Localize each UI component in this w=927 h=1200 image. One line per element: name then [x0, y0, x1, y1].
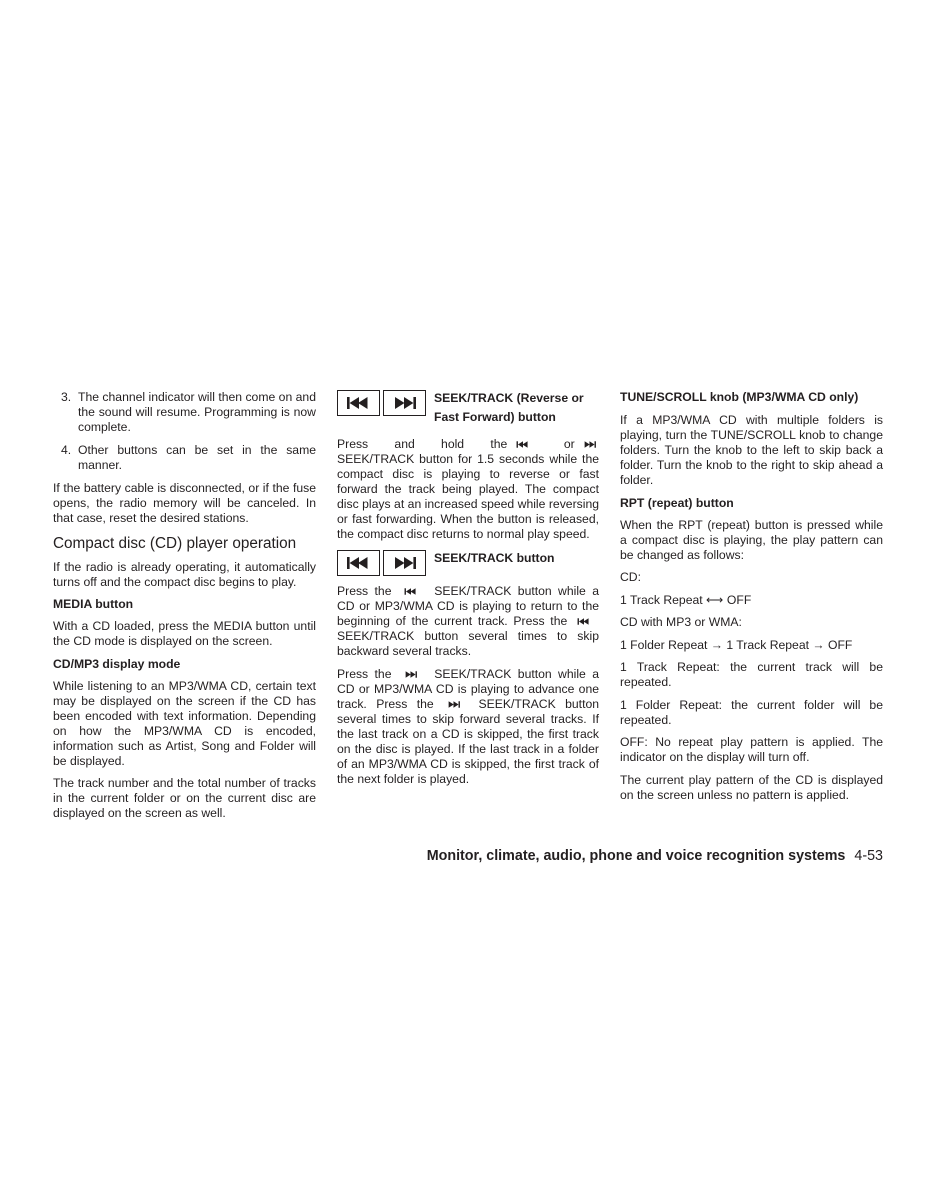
skip-forward-paragraph [337, 667, 599, 787]
ff-text-or: or [563, 437, 575, 451]
back-text-a: Press the [337, 584, 392, 598]
off-paragraph: OFF: No repeat play pattern is applied. The indicator on the display will turn off. [620, 735, 883, 764]
cd-pattern: 1 Track Repeat ⟷ OFF [620, 592, 752, 607]
rpt-heading: RPT (repeat) button [620, 495, 734, 510]
prev-key [337, 550, 380, 576]
folder-repeat-paragraph: 1 Folder Repeat: the current folder will be repeated. [620, 697, 883, 727]
display-mode-heading: CD/MP3 display mode [53, 656, 181, 671]
cd-label: CD: [620, 570, 641, 584]
page-footer [400, 848, 883, 864]
skip-back-icon [577, 617, 591, 626]
page-number: 4-53 [854, 848, 883, 864]
skip-back-icon [404, 587, 418, 596]
current-pattern-paragraph: The current play pattern of the CD is displayed on the screen unless no pattern is applied. [620, 772, 883, 802]
section-title: Compact disc (CD) player operation [53, 534, 297, 552]
middle-column [337, 390, 599, 794]
ff-text-b: SEEK/TRACK button for 1.5 seconds while the compact disc is playing to reverse or fast forward the track being played. The compact disc plays at an increased speed while reversing or fast forwarding. When the button is released, the compact disc returns to normal play speed. [337, 452, 599, 541]
fwd-text-c: SEEK/TRACK button several times to skip forward several tracks. If the last track on a CD is skipped, the first track on the disc is played. If the last track in a folder of an MP3/WMA CD is skipped, the first track of the next folder is played. [337, 696, 600, 786]
list-text: The channel indicator will then come on and the sound will resume. Programming is now complete. [78, 390, 316, 434]
skip-forward-icon [583, 440, 597, 449]
fast-forward-paragraph [337, 437, 599, 542]
seek-buttons-illustration [337, 390, 429, 416]
rpt-paragraph: When the RPT (repeat) button is pressed while a compact disc is playing, the play pattern can be changed as follows: [620, 517, 883, 562]
list-text: Other buttons can be set in the same manner. [78, 443, 316, 472]
back-text-c: SEEK/TRACK button several times to skip backward several tracks. [337, 629, 599, 658]
mp3-pattern: 1 Folder Repeat → 1 Track Repeat → OFF [620, 637, 853, 652]
chapter-title: Monitor, climate, audio, phone and voice recognition systems [426, 848, 846, 864]
seek-track-header-1 [337, 390, 599, 427]
seek-track-header-2 [337, 550, 599, 576]
seek-buttons-illustration [337, 550, 429, 576]
display-mode-paragraph: While listening to an MP3/WMA CD, certain text may be displayed on the screen if the CD has been encoded with text information. Depending on how the MP3/WMA CD is encoded, information such as Artist, Song and Folder will be displayed. [53, 678, 316, 768]
tune-scroll-heading: TUNE/SCROLL knob (MP3/WMA CD only) [620, 390, 859, 404]
fwd-text-b: SEEK/TRACK button while a CD or MP3/WMA CD is playing to advance one track. Press the [337, 666, 599, 711]
skip-back-icon [346, 397, 372, 409]
skip-forward-icon [392, 557, 418, 569]
battery-paragraph: If the battery cable is disconnected, or if the fuse opens, the radio memory will be canceled. In that case, reset the desired stations. [53, 481, 316, 525]
tune-scroll-paragraph: If a MP3/WMA CD with multiple folders is playing, turn the TUNE/SCROLL knob to change folders. Turn the knob to the left to skip back a folder. Turn the knob to the right to skip ahead a folder. [620, 413, 883, 487]
media-heading: MEDIA button [53, 597, 134, 611]
mp3-label: CD with MP3 or WMA: [620, 615, 742, 629]
ff-text-a: Press and hold the [337, 437, 508, 451]
seek-heading-1: SEEK/TRACK (Reverse or Fast Forward) button [434, 391, 584, 424]
back-text-b: SEEK/TRACK button while a CD or MP3/WMA CD is playing to return to the beginning of the current track. Press the [337, 584, 599, 628]
track-number-paragraph: The track number and the total number of tracks in the current folder or on the current disc are displayed on the screen as well. [53, 776, 316, 820]
skip-back-icon [346, 557, 372, 569]
skip-back-paragraph [337, 584, 599, 659]
skip-forward-icon [392, 397, 418, 409]
next-key [383, 390, 426, 416]
next-key [383, 550, 426, 576]
skip-back-icon [516, 440, 530, 449]
intro-paragraph: If the radio is already operating, it automatically turns off and the compact disc begins to play. [53, 559, 316, 589]
list-item-4 [53, 443, 316, 473]
skip-forward-icon [447, 700, 461, 709]
seek-heading-2: SEEK/TRACK button [434, 551, 555, 565]
left-column [53, 390, 316, 829]
fwd-text-a: Press the [337, 666, 392, 681]
list-number: 4. [61, 443, 72, 457]
list-number: 3. [61, 390, 72, 404]
track-repeat-paragraph: 1 Track Repeat: the current track will be repeated. [620, 660, 883, 689]
right-column [620, 390, 883, 810]
media-paragraph: With a CD loaded, press the MEDIA button until the CD mode is displayed on the screen. [53, 619, 316, 648]
prev-key [337, 390, 380, 416]
skip-forward-icon [404, 670, 418, 679]
list-item-3 [53, 390, 316, 435]
